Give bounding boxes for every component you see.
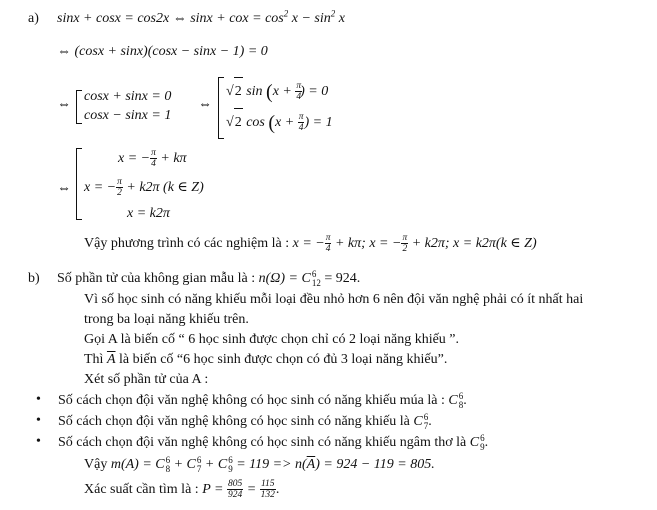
iff-symbol: ⇔ — [57, 181, 71, 196]
iff-symbol: ⇔ — [57, 97, 71, 112]
part-b-line-2: Vì số học sinh có năng khiếu mỗi loại đều nhỏ hơn 6 nên đội văn nghệ phải có ít nhất hai — [84, 292, 584, 307]
system-1-row-2: cosx − sinx = 1 — [84, 108, 172, 123]
iff-symbol: ⇔ — [172, 11, 187, 26]
bullet-item-3: Số cách chọn đội văn nghệ không có học sinh có năng khiếu ngâm thơ là C 6 9 . — [58, 433, 489, 452]
system-2-row-1: √2 sin (x + $\frac{\pi}{4}$ ) = 0 — [226, 77, 328, 106]
part-a-line-2: ⇔ (cosx + sinx)(cosx − sinx − 1) = 0 — [57, 44, 268, 59]
part-b-line-5: Thì $\overline{A}$ là biến cố “6 học sinh được chọn có đủ 3 loại năng khiếu”. — [84, 352, 448, 367]
part-b-label: b) — [28, 271, 40, 286]
system-2-row-2: √2 cos (x + $\frac{\pi}{4}$ ) = 1 — [226, 108, 333, 137]
bullet-dot: • — [36, 392, 41, 407]
part-a-conclusion: Vậy phương trình có các nghiệm là : x = − $\frac{\pi}{4}$ + kπ; x = − $\frac{\pi}{2}$ + k2π; x = k2π(k ∈ Z) — [84, 233, 537, 255]
solution-2: x = − $\frac{\pi}{2}$ + k2π (k ∈ Z) — [84, 177, 204, 199]
system-1-row-1: cosx + sinx = 0 — [84, 89, 172, 104]
bullet-dot: • — [36, 434, 41, 449]
part-b-line-4: Gọi A là biến cố “ 6 học sinh được chọn chỉ có 2 loại năng khiếu ”. — [84, 332, 460, 347]
solution-1: x = − $\frac{\pi}{4}$ + kπ — [118, 148, 187, 170]
iff-symbol: ⇔ — [198, 97, 212, 112]
bullet-item-1: Số cách chọn đội văn nghệ không có học sinh có năng khiếu múa là : C 6 8 . — [58, 391, 467, 410]
part-b-line-10: Vậy m(A) = C 6 8 + C 6 7 + C 6 9 = $119 => n(\overline{A}) = 924 - 119 = 805$. — [84, 455, 435, 474]
system-bracket — [76, 90, 82, 124]
bullet-item-2: Số cách chọn đội văn nghệ không có học sinh có năng khiếu là C 6 7 . — [58, 412, 432, 431]
part-b-line-6: Xét số phần tử của A : — [84, 372, 209, 387]
solution-3: x = k2π — [127, 206, 170, 221]
system-bracket — [218, 77, 224, 139]
part-b-line-11: Xác suất cần tìm là : P = $\frac{805}{924}$ = $\frac{115}{132}$ . — [84, 479, 280, 501]
part-b-line-3: trong ba loại năng khiếu trên. — [84, 312, 249, 327]
part-a-line-1: sinx + cosx = cos2x ⇔ sinx + cox = $\cos^2 x - \sin^2 x$ — [57, 8, 345, 26]
iff-symbol: ⇔ — [57, 44, 71, 59]
part-b-line-1: Số phần tử của không gian mẫu là : n(Ω) = C 6 12 = 924. — [57, 269, 361, 288]
bullet-dot: • — [36, 413, 41, 428]
solution-bracket — [76, 148, 82, 220]
part-a-label: a) — [28, 11, 39, 26]
